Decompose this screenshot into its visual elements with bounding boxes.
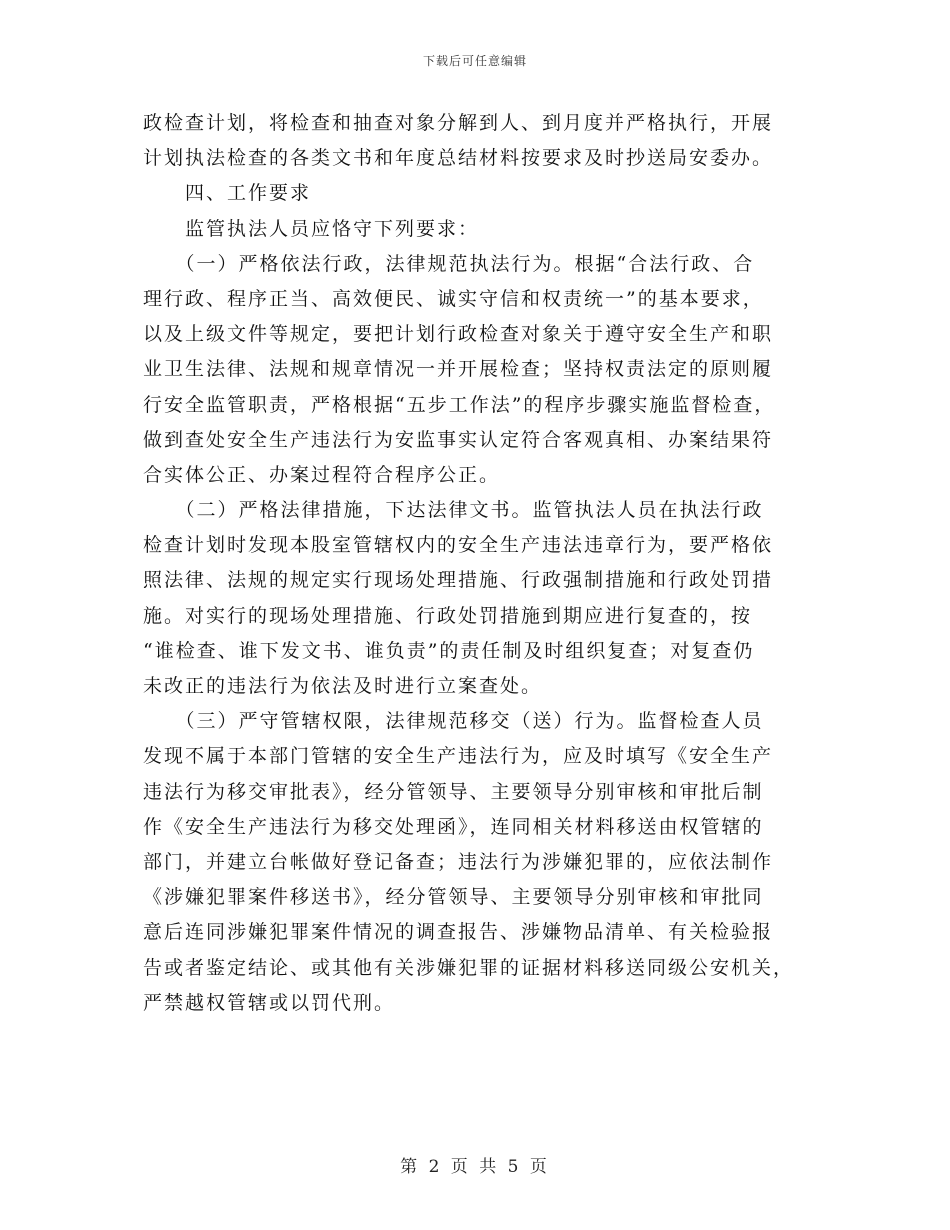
text-line: 计划执法检查的各类文书和年度总结材料按要求及时抄送局安委办。: [143, 147, 774, 170]
text-line: 告或者鉴定结论、或其他有关涉嫌犯罪的证据材料移送同级公安机关，: [143, 956, 795, 979]
text-line: 照法律、法规的规定实行现场处理措施、行政强制措施和行政处罚措: [143, 569, 774, 592]
text-line: 部门，并建立台帐做好登记备查；违法行为涉嫌犯罪的，应依法制作: [143, 850, 774, 873]
text-line: 行安全监管职责，严格根据“五步工作法”的程序步骤实施监督检查，: [143, 393, 776, 416]
text-line: （二）严格法律措施，下达法律文书。监管执法人员在执法行政: [143, 499, 764, 522]
text-line: 以及上级文件等规定，要把计划行政检查对象关于遵守安全生产和职: [143, 323, 774, 346]
text-line: （三）严守管辖权限，法律规范移交（送）行为。监督检查人员: [143, 710, 764, 733]
document-body: [143, 106, 811, 1021]
text-line: 检查计划时发现本股室管辖权内的安全生产违法违章行为，要严格依: [143, 534, 774, 557]
text-line: 理行政、程序正当、高效便民、诚实守信和权责统一”的基本要求，: [143, 287, 764, 310]
text-line: 合实体公正、办案过程符合程序公正。: [143, 463, 501, 486]
text-line: 政检查计划，将检查和抽查对象分解到人、到月度并严格执行，开展: [143, 112, 774, 134]
page-footer: 第 2 页 共 5 页: [400, 1157, 550, 1177]
text-line: “谁检查、谁下发文书、谁负责”的责任制及时组织复查；对复查仍: [143, 639, 755, 662]
text-line: 作《安全生产违法行为移交处理函》，连同相关材料移送由权管辖的: [143, 815, 764, 838]
text-line: 《涉嫌犯罪案件移送书》，经分管领导、主要领导分别审核和审批同: [143, 886, 764, 909]
text-line: 做到查处安全生产违法行为安监事实认定符合客观真相、办案结果符: [143, 428, 774, 451]
text-line: 业卫生法律、法规和规章情况一并开展检查；坚持权责法定的原则履: [143, 358, 774, 381]
page-header: 下载后可任意编辑: [422, 54, 527, 68]
text-line: 意后连同涉嫌犯罪案件情况的调查报告、涉嫌物品清单、有关检验报: [143, 921, 774, 944]
text-line: 发现不属于本部门管辖的安全生产违法行为，应及时填写《安全生产: [143, 745, 774, 768]
text-line: 违法行为移交审批表》，经分管领导、主要领导分别审核和审批后制: [143, 780, 764, 803]
text-line: 施。对实行的现场处理措施、行政处罚措施到期应进行复查的，按: [143, 604, 753, 627]
text-line: 监管执法人员应恪守下列要求：: [143, 217, 480, 240]
section-heading: 四、工作要求: [143, 182, 312, 205]
text-line: （一）严格依法行政，法律规范执法行为。根据“合法行政、合: [143, 252, 755, 275]
text-line: 严禁越权管辖或以罚代刑。: [143, 991, 396, 1014]
text-line: 未改正的违法行为依法及时进行立案查处。: [143, 675, 543, 697]
